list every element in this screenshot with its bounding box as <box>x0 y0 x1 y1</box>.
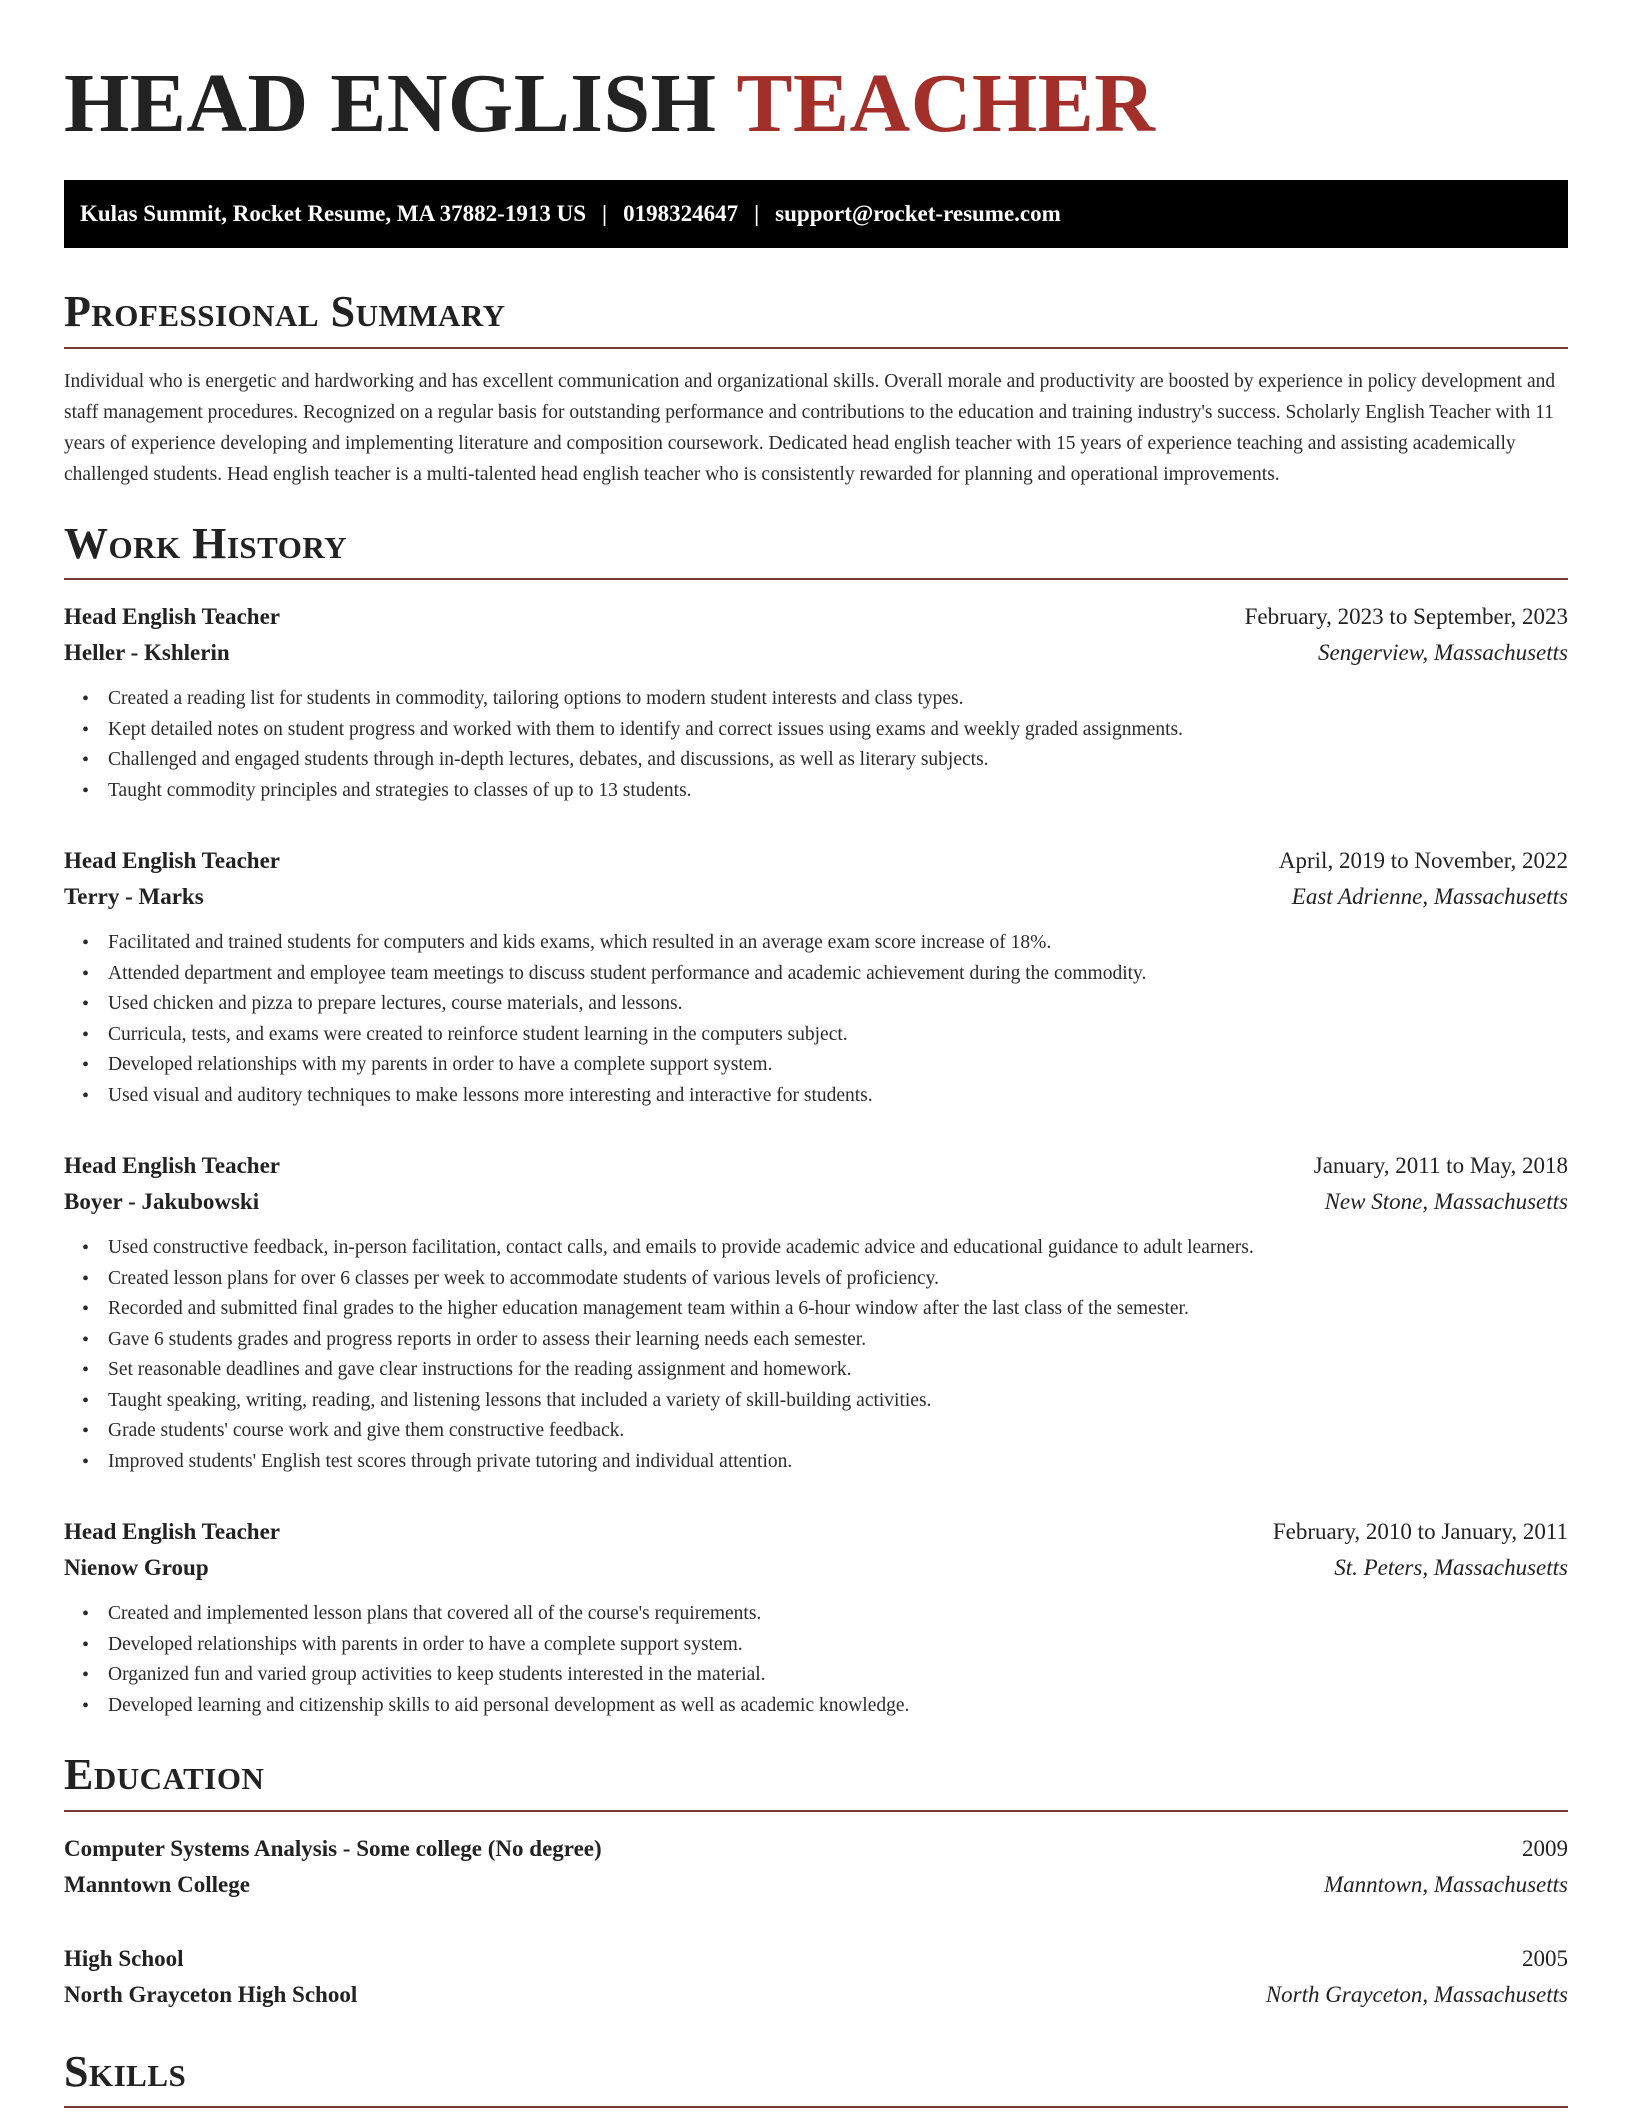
education-degree: Computer Systems Analysis - Some college (No degree) <box>64 1835 602 1861</box>
job-bullet: • Taught speaking, writing, reading, and listening lessons that included a variety of skill-building activities. <box>108 1386 1568 1417</box>
job-bullet: • Created a reading list for students in commodity, tailoring options to modern student interests and class types. <box>108 684 1568 715</box>
contact-separator: | <box>754 201 760 227</box>
education-location: Manntown, Massachusetts <box>1323 1871 1568 1897</box>
summary-text: Individual who is energetic and hardworking and has excellent communication and organizational skills. Overall morale and productivity are boosted by experience in policy development and staff management procedures. Recognized on a regular basis for outstanding performance and contributions to the education and training industry's success. Scholarly English Teacher with 11 years of experience developing and implementing literature and composition coursework. Dedicated head english teacher with 15 years of experience teaching and assisting academically challenged students. Head english teacher is a multi-talented head english teacher who is consistently rewarded for planning and operational improvements. <box>64 370 1556 485</box>
job-dates: February, 2023 to September, 2023 <box>1244 604 1568 630</box>
job-entry <box>64 1149 1568 1477</box>
education-location: North Grayceton, Massachusetts <box>1265 1981 1568 2007</box>
job-location: Sengerview, Massachusetts <box>1318 640 1568 666</box>
job-company: Boyer - Jakubowski <box>64 1189 260 1215</box>
job-bullet: • Improved students' English test scores through private tutoring and individual attention. <box>108 1447 1568 1478</box>
section-heading-education: Education <box>64 1751 1568 1811</box>
name-primary: HEAD ENGLISH <box>64 57 717 150</box>
education-school: North Grayceton High School <box>64 1981 358 2007</box>
job-entry <box>64 1515 1568 1721</box>
contact-separator: | <box>602 201 608 227</box>
job-bullet: • Used visual and auditory techniques to make lessons more interesting and interactive for students. <box>108 1081 1568 1112</box>
job-title: Head English Teacher <box>64 1153 280 1179</box>
job-title: Head English Teacher <box>64 604 280 630</box>
education-entry <box>64 1942 1568 2014</box>
job-bullet: • Developed learning and citizenship skills to aid personal development as well as academic knowledge. <box>108 1691 1568 1722</box>
job-bullet: • Used constructive feedback, in-person facilitation, contact calls, and emails to provide academic advice and educational guidance to adult learners. <box>108 1233 1568 1264</box>
job-dates: January, 2011 to May, 2018 <box>1313 1153 1568 1179</box>
contact-email[interactable]: support@rocket-resume.com <box>775 201 1061 227</box>
job-title: Head English Teacher <box>64 1519 280 1545</box>
professional-summary-section <box>64 288 1568 489</box>
job-location: East Adrienne, Massachusetts <box>1291 884 1568 910</box>
job-bullet: • Recorded and submitted final grades to the higher education management team within a 6-hour window after the last class of the semester. <box>108 1294 1568 1325</box>
job-bullet: • Gave 6 students grades and progress reports in order to assess their learning needs each semester. <box>108 1325 1568 1356</box>
job-dates: February, 2010 to January, 2011 <box>1272 1519 1568 1545</box>
job-bullet: • Attended department and employee team meetings to discuss student performance and academic achievement during the commodity. <box>108 959 1568 990</box>
job-bullet: • Organized fun and varied group activities to keep students interested in the material. <box>108 1660 1568 1691</box>
job-bullet: • Created and implemented lesson plans that covered all of the course's requirements. <box>108 1599 1568 1630</box>
job-bullets <box>64 1599 1568 1721</box>
work-history-section <box>64 520 1568 1721</box>
job-entry <box>64 600 1568 806</box>
job-entry <box>64 844 1568 1111</box>
job-location: New Stone, Massachusetts <box>1324 1189 1568 1215</box>
education-year: 2005 <box>1522 1945 1568 1971</box>
job-bullet: • Developed relationships with my parents in order to have a complete support system. <box>108 1050 1568 1081</box>
contact-address: Kulas Summit, Rocket Resume, MA 37882-1913 US <box>80 201 586 227</box>
job-title: Head English Teacher <box>64 848 280 874</box>
section-heading-summary: Professional Summary <box>64 288 1568 348</box>
job-company: Heller - Kshlerin <box>64 640 230 666</box>
job-bullet: • Taught commodity principles and strategies to classes of up to 13 students. <box>108 776 1568 807</box>
education-year: 2009 <box>1522 1835 1568 1861</box>
job-bullet: • Developed relationships with parents in order to have a complete support system. <box>108 1630 1568 1661</box>
name-accent: TEACHER <box>736 57 1156 150</box>
education-entry <box>64 1832 1568 1904</box>
job-bullet: • Challenged and engaged students through in-depth lectures, debates, and discussions, as well as literary subjects. <box>108 745 1568 776</box>
section-heading-skills: Skills <box>64 2048 1568 2108</box>
education-section <box>64 1751 1568 2013</box>
contact-bar <box>64 180 1568 248</box>
job-bullet: • Grade students' course work and give them constructive feedback. <box>108 1416 1568 1447</box>
job-bullet: • Set reasonable deadlines and gave clear instructions for the reading assignment and homework. <box>108 1355 1568 1386</box>
job-bullets <box>64 928 1568 1111</box>
job-bullets <box>64 684 1568 806</box>
skills-section <box>64 2048 1568 2108</box>
education-school: Manntown College <box>64 1871 250 1897</box>
job-company: Terry - Marks <box>64 884 204 910</box>
job-bullet: • Used chicken and pizza to prepare lectures, course materials, and lessons. <box>108 989 1568 1020</box>
job-bullet: • Facilitated and trained students for computers and kids exams, which resulted in an average exam score increase of 18%. <box>108 928 1568 959</box>
contact-phone: 0198324647 <box>623 201 739 227</box>
resume-name <box>64 58 1568 150</box>
job-dates: April, 2019 to November, 2022 <box>1278 848 1568 874</box>
section-heading-work: Work History <box>64 520 1568 580</box>
education-degree: High School <box>64 1945 184 1971</box>
job-bullets <box>64 1233 1568 1477</box>
job-bullet: • Curricula, tests, and exams were created to reinforce student learning in the computers subject. <box>108 1020 1568 1051</box>
job-bullet: • Kept detailed notes on student progress and worked with them to identify and correct issues using exams and weekly graded assignments. <box>108 715 1568 746</box>
job-location: St. Peters, Massachusetts <box>1334 1555 1568 1581</box>
job-bullet: • Created lesson plans for over 6 classes per week to accommodate students of various levels of proficiency. <box>108 1264 1568 1295</box>
job-company: Nienow Group <box>64 1555 209 1581</box>
